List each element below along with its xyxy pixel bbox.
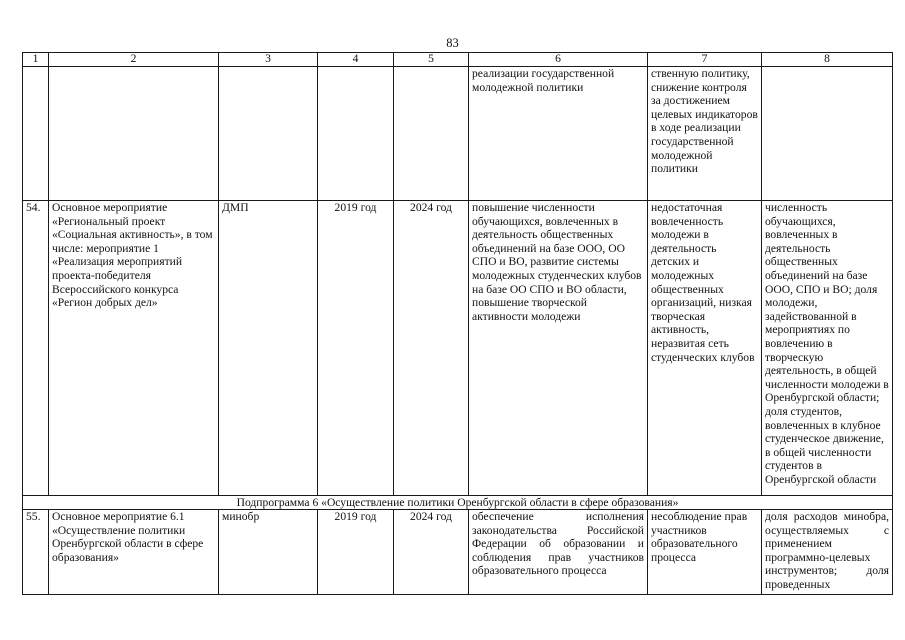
column-number-7: 7 xyxy=(648,53,762,67)
table-row-continued xyxy=(23,67,893,201)
expected-result-cell: обеспечение исполнения законодательства Российской Федерации об образовании и соблюдения прав участников образовательного процесса xyxy=(469,510,648,595)
table-header-row xyxy=(23,53,893,67)
executor-cell: минобр xyxy=(219,510,318,595)
continued-cell-8 xyxy=(762,67,893,201)
subprogram-row xyxy=(23,496,893,510)
column-number-3: 3 xyxy=(219,53,318,67)
consequences-cell: недостаточная вовлеченность молодежи в деятельность детских и молодежных общественных организаций, низкая творческая активность, неразвитая сеть студенческих клубов xyxy=(648,201,762,496)
table-row-55 xyxy=(23,510,893,595)
indicators-cell: доля расходов минобра, осуществляемых с применением программно-целевых инструментов; доля проведенных xyxy=(762,510,893,595)
page-number: 83 xyxy=(446,36,459,50)
measures-table xyxy=(22,52,893,595)
start-year-cell: 2019 год xyxy=(318,510,394,595)
indicators-cell: численность обучающихся, вовлеченных в деятельность общественных объединений на базе ООО, СПО и ВО; доля молодежи, задействованной в мероприятиях по вовлечению в творческую деятельность, в общей численности молодежи в Оренбургской области; доля студентов, вовлеченных в клубное студенческое движение, в общей численности студентов в Оренбургской области xyxy=(762,201,893,496)
column-number-2: 2 xyxy=(49,53,219,67)
continued-cell-4 xyxy=(318,67,394,201)
continued-cell-1 xyxy=(23,67,49,201)
measure-name-cell: Основное мероприятие 6.1 «Осуществление политики Оренбургской области в сфере образования» xyxy=(49,510,219,595)
continued-cell-2 xyxy=(49,67,219,201)
measure-name-cell: Основное мероприятие «Региональный проект «Социальная активность», в том числе: мероприятие 1 «Реализация мероприятий проекта-победителя Всероссийского конкурса «Регион добрых дел» xyxy=(49,201,219,496)
continued-consequences-cell: ственную политику, снижение контроля за достижением целевых индикаторов в ходе реализации государственной молодежной политики xyxy=(648,67,762,201)
row-number: 54. xyxy=(23,201,49,496)
column-number-6: 6 xyxy=(469,53,648,67)
column-number-1: 1 xyxy=(23,53,49,67)
table-row-54 xyxy=(23,201,893,496)
start-year-cell: 2019 год xyxy=(318,201,394,496)
expected-result-cell: повышение численности обучающихся, вовлеченных в деятельность общественных объединений на базе ООО, ОО СПО и ВО, развитие системы молодежных студенческих клубов на базе ОО СПО и ВО области, повышение творческой активности молодежи xyxy=(469,201,648,496)
row-number: 55. xyxy=(23,510,49,595)
end-year-cell: 2024 год xyxy=(394,510,469,595)
executor-cell: ДМП xyxy=(219,201,318,496)
column-number-8: 8 xyxy=(762,53,893,67)
consequences-cell: несоблюдение прав участников образовательного процесса xyxy=(648,510,762,595)
subprogram-title: Подпрограмма 6 «Осуществление политики Оренбургской области в сфере образования» xyxy=(23,496,893,510)
column-number-4: 4 xyxy=(318,53,394,67)
end-year-cell: 2024 год xyxy=(394,201,469,496)
continued-result-cell: реализации государственной молодежной политики xyxy=(469,67,648,201)
continued-cell-3 xyxy=(219,67,318,201)
column-number-5: 5 xyxy=(394,53,469,67)
continued-cell-5 xyxy=(394,67,469,201)
